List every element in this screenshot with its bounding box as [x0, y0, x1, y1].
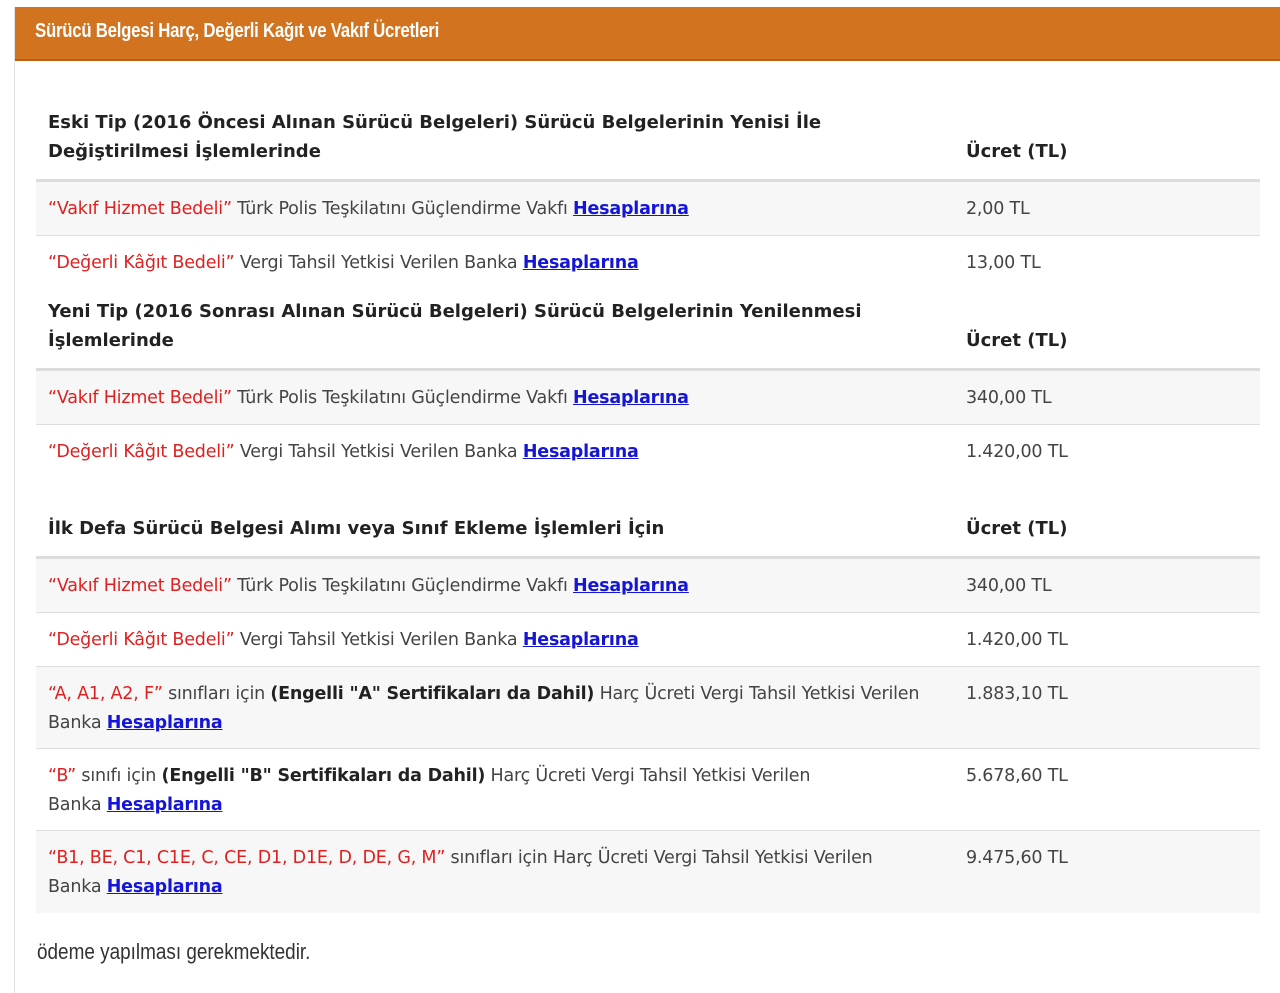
table-header [36, 301, 1260, 371]
accounts-link[interactable]: Hesaplarına [522, 442, 639, 462]
fee-table-old-type [36, 99, 1260, 290]
fee-column-header: Ücret (TL) [966, 330, 1068, 351]
table-row [36, 236, 1260, 290]
fee-type-label: “B” [48, 766, 77, 786]
fee-type-label: “Değerli Kâğıt Bedeli” [48, 253, 235, 273]
fee-table-new-type [36, 301, 1260, 479]
table-row [36, 182, 1260, 236]
accounts-link[interactable]: Hesaplarına [106, 877, 223, 897]
table-header [36, 505, 1260, 559]
section-title: Yeni Tip (2016 Sonrası Alınan Sürücü Belgeleri) Sürücü Belgelerinin Yenilenmesi İşlemlerinde [48, 301, 862, 351]
fee-amount: 5.678,60 TL [966, 766, 1068, 786]
fee-type-label: “Değerli Kâğıt Bedeli” [48, 630, 235, 650]
table-row [36, 371, 1260, 425]
row-text: sınıfları için Harç Ücreti Vergi Tahsil Yetkisi Verilen Banka [48, 848, 873, 897]
row-text: Vergi Tahsil Yetkisi Verilen Banka [234, 442, 523, 462]
row-text: sınıfları için [162, 684, 271, 704]
fee-type-label: “B1, BE, C1, C1E, C, CE, D1, D1E, D, DE, G, M” [48, 848, 446, 868]
table-row [36, 749, 1260, 831]
row-text: Vergi Tahsil Yetkisi Verilen Banka [234, 253, 523, 273]
row-description [48, 249, 953, 278]
fee-amount: 9.475,60 TL [966, 848, 1068, 868]
fee-amount: 1.420,00 TL [966, 630, 1068, 650]
table-row [36, 831, 1260, 913]
row-text: Türk Polis Teşkilatını Güçlendirme Vakfı [231, 576, 573, 596]
fee-amount: 13,00 TL [966, 253, 1041, 273]
fee-column-header: Ücret (TL) [966, 518, 1068, 539]
section-title: Eski Tip (2016 Öncesi Alınan Sürücü Belgeleri) Sürücü Belgelerinin Yenisi İle Değiştirilmesi İşlemlerinde [48, 112, 822, 162]
fee-amount: 340,00 TL [966, 576, 1052, 596]
title-banner [15, 7, 1280, 61]
accounts-link[interactable]: Hesaplarına [573, 199, 689, 219]
accounts-link[interactable]: Hesaplarına [522, 253, 639, 273]
row-text: Vergi Tahsil Yetkisi Verilen Banka [234, 630, 523, 650]
row-description [48, 626, 953, 655]
fee-amount: 1.420,00 TL [966, 442, 1068, 462]
fee-amount: 2,00 TL [966, 199, 1030, 219]
accounts-link[interactable]: Hesaplarına [573, 576, 689, 596]
accounts-link[interactable]: Hesaplarına [573, 388, 689, 408]
certificate-note: (Engelli "A" Sertifikaları da Dahil) [270, 684, 595, 704]
row-description [48, 195, 953, 224]
row-text-2: Harç Ücreti Vergi Tahsil Yetkisi Verilen Banka [48, 766, 811, 815]
row-text-2: Harç Ücreti Vergi Tahsil Yetkisi Verilen Banka [48, 684, 920, 733]
row-text: Türk Polis Teşkilatını Güçlendirme Vakfı [231, 199, 573, 219]
footer-note: ödeme yapılması gerekmektedir. [37, 939, 311, 964]
row-description [48, 762, 868, 820]
row-description [48, 384, 953, 413]
accounts-link[interactable]: Hesaplarına [106, 795, 223, 815]
fee-column-header: Ücret (TL) [966, 141, 1068, 162]
row-description [48, 680, 953, 738]
table-row [36, 613, 1260, 667]
fees-panel [14, 7, 1280, 993]
fee-amount: 340,00 TL [966, 388, 1052, 408]
fee-type-label: “Vakıf Hizmet Bedeli” [48, 199, 232, 219]
table-row [36, 559, 1260, 613]
fee-type-label: “Vakıf Hizmet Bedeli” [48, 576, 232, 596]
section-title: İlk Defa Sürücü Belgesi Alımı veya Sınıf Ekleme İşlemleri İçin [48, 518, 665, 539]
table-header [36, 99, 1260, 182]
row-text: Türk Polis Teşkilatını Güçlendirme Vakfı [231, 388, 573, 408]
fee-amount: 1.883,10 TL [966, 684, 1068, 704]
row-description [48, 438, 953, 467]
accounts-link[interactable]: Hesaplarına [522, 630, 639, 650]
table-row [36, 667, 1260, 749]
accounts-link[interactable]: Hesaplarına [106, 713, 223, 733]
row-description [48, 572, 953, 601]
fee-type-label: “A, A1, A2, F” [48, 684, 163, 704]
fee-type-label: “Vakıf Hizmet Bedeli” [48, 388, 232, 408]
row-description [48, 844, 908, 902]
fee-type-label: “Değerli Kâğıt Bedeli” [48, 442, 235, 462]
row-text: sınıfı için [76, 766, 162, 786]
fee-table-first-license [36, 505, 1260, 913]
certificate-note: (Engelli "B" Sertifikaları da Dahil) [161, 766, 486, 786]
page-title: Sürücü Belgesi Harç, Değerli Kağıt ve Vakıf Ücretleri [35, 20, 440, 42]
table-row [36, 425, 1260, 479]
